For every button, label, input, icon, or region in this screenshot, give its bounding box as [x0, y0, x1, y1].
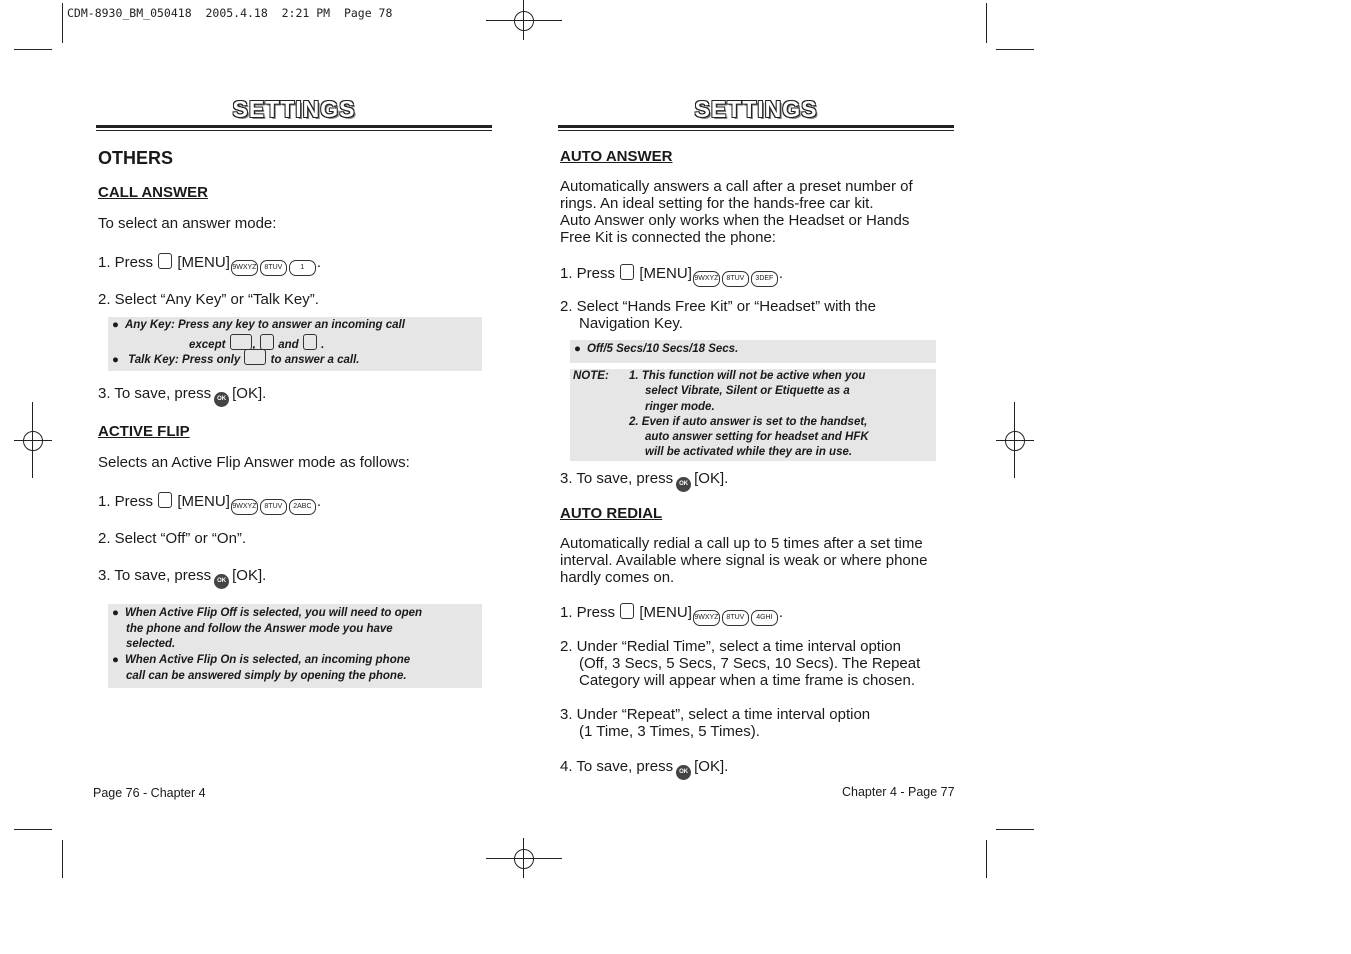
title-rule — [558, 130, 954, 131]
auto-answer-step1: 1. Press [MENU] 9WXYZ 8TUV 3DEF . — [560, 264, 783, 287]
key-9-icon: 9WXYZ — [693, 610, 720, 626]
auto-redial-description: Automatically redial a call up to 5 times after a set time interval. Available where signal is weak or where phone hardly comes on. — [560, 535, 928, 586]
title-rule — [558, 125, 954, 128]
registration-mark — [23, 431, 43, 451]
registration-line — [486, 20, 562, 21]
title-rule — [96, 130, 492, 131]
auto-answer-options: ● Off/5 Secs/10 Secs/18 Secs. — [570, 340, 936, 363]
note-any-key: ● Any Key: Press any key to answer an incoming call — [112, 318, 405, 334]
crop-mark — [62, 840, 63, 878]
crop-mark — [986, 3, 987, 43]
note-label: NOTE: — [573, 370, 609, 382]
registration-line — [523, 0, 524, 40]
registration-line — [32, 402, 33, 478]
page-footer-right: Chapter 4 - Page 77 — [842, 785, 955, 799]
key-9-icon: 9WXYZ — [693, 271, 720, 287]
call-answer-step3: 3. To save, press OK [OK]. — [98, 385, 266, 407]
auto-redial-heading: AUTO REDIAL — [560, 505, 663, 522]
key-8-icon: 8TUV — [722, 271, 749, 287]
page-title-right: SETTINGS — [694, 96, 818, 122]
step-prefix: 1. Press — [98, 254, 154, 271]
key-3-icon: 3DEF — [751, 271, 778, 287]
menu-key-icon — [620, 264, 634, 280]
talk-key-icon — [244, 349, 266, 365]
section-title: OTHERS — [98, 148, 174, 168]
ok-key-icon: OK — [214, 392, 229, 407]
key-9-icon: 9WXYZ — [231, 260, 258, 276]
crop-mark — [14, 49, 52, 50]
key-2-icon: 2ABC — [289, 499, 316, 515]
menu-label: [MENU] — [177, 254, 230, 271]
menu-key-icon — [620, 603, 634, 619]
page-title-left: SETTINGS — [232, 96, 356, 122]
crop-mark — [996, 829, 1034, 830]
crop-mark — [986, 840, 987, 878]
call-answer-heading: CALL ANSWER — [98, 184, 208, 201]
key-8-icon: 8TUV — [260, 260, 287, 276]
note-flip-on: call can be answered simply by opening the phone. — [126, 670, 407, 682]
registration-line — [996, 440, 1034, 441]
menu-key-icon — [158, 492, 172, 508]
auto-answer-heading: AUTO ANSWER — [560, 148, 673, 165]
title-rule — [96, 125, 492, 128]
note-any-key-cont: except , and . — [189, 334, 324, 354]
crop-mark — [14, 829, 52, 830]
auto-redial-step2: 2. Under “Redial Time”, select a time interval option (Off, 3 Secs, 5 Secs, 7 Secs, 10 Secs). The Repeat Category will appear when a time frame is chosen. — [560, 638, 921, 689]
auto-redial-step4: 4. To save, press OK [OK]. — [560, 758, 728, 780]
key-8-icon: 8TUV — [260, 499, 287, 515]
crop-mark — [996, 49, 1034, 50]
registration-mark — [1005, 431, 1025, 451]
print-header: CDM-8930_BM_050418 2005.4.18 2:21 PM Page 78 — [67, 6, 393, 20]
call-answer-note — [108, 317, 482, 371]
registration-line — [486, 858, 562, 859]
call-answer-step2: 2. Select “Any Key” or “Talk Key”. — [98, 291, 319, 308]
menu-key-icon — [260, 334, 274, 350]
note-flip-on: ● When Active Flip On is selected, an incoming phone — [112, 653, 410, 669]
note-flip-off: selected. — [126, 638, 176, 650]
end-key-icon — [230, 334, 252, 350]
auto-answer-step2: 2. Select “Hands Free Kit” or “Headset” with the Navigation Key. — [560, 298, 876, 332]
ok-key-icon: OK — [676, 477, 691, 492]
note-flip-off: the phone and follow the Answer mode you have — [126, 623, 393, 635]
registration-mark — [514, 11, 534, 31]
registration-line — [523, 838, 524, 878]
key-8-icon: 8TUV — [722, 610, 749, 626]
auto-answer-note: NOTE: 1. This function will not be active when you select Vibrate, Silent or Etiquette as a ringer mode. 2. Even if auto answer is set to the handset, auto answer setting for headset and HFK will be activated while they are in use. — [570, 369, 936, 461]
registration-line — [1014, 402, 1015, 478]
ok-key-icon: OK — [676, 765, 691, 780]
auto-redial-step1: 1. Press [MENU] 9WXYZ 8TUV 4GHI . — [560, 603, 783, 626]
note-talk-key: ● Talk Key: Press only to answer a call. — [112, 349, 360, 369]
crop-mark — [62, 3, 63, 43]
active-flip-step1: 1. Press [MENU] 9WXYZ 8TUV 2ABC . — [98, 492, 321, 515]
key-1-icon: 1 — [289, 260, 316, 276]
call-answer-intro: To select an answer mode: — [98, 215, 277, 232]
call-answer-step1: 1. Press [MENU] 9WXYZ 8TUV 1 . — [98, 253, 321, 276]
key-4-icon: 4GHI — [751, 610, 778, 626]
note-flip-off: ● When Active Flip Off is selected, you will need to open — [112, 606, 422, 622]
camera-key-icon — [303, 334, 317, 350]
registration-line — [14, 440, 52, 441]
active-flip-step3: 3. To save, press OK [OK]. — [98, 567, 266, 589]
active-flip-intro: Selects an Active Flip Answer mode as follows: — [98, 454, 410, 471]
auto-redial-step3: 3. Under “Repeat”, select a time interval option (1 Time, 3 Times, 5 Times). — [560, 706, 871, 740]
key-9-icon: 9WXYZ — [231, 499, 258, 515]
auto-answer-description: Automatically answers a call after a preset number of rings. An ideal setting for the hands-free car kit. Auto Answer only works when the Headset or Hands Free Kit is connected the phone: — [560, 178, 913, 246]
ok-key-icon: OK — [214, 574, 229, 589]
active-flip-step2: 2. Select “Off” or “On”. — [98, 530, 247, 547]
active-flip-heading: ACTIVE FLIP — [98, 423, 190, 440]
active-flip-note — [108, 604, 482, 688]
page-footer-left: Page 76 - Chapter 4 — [93, 786, 206, 800]
registration-mark — [514, 849, 534, 869]
auto-answer-step3: 3. To save, press OK [OK]. — [560, 470, 728, 492]
menu-key-icon — [158, 253, 172, 269]
